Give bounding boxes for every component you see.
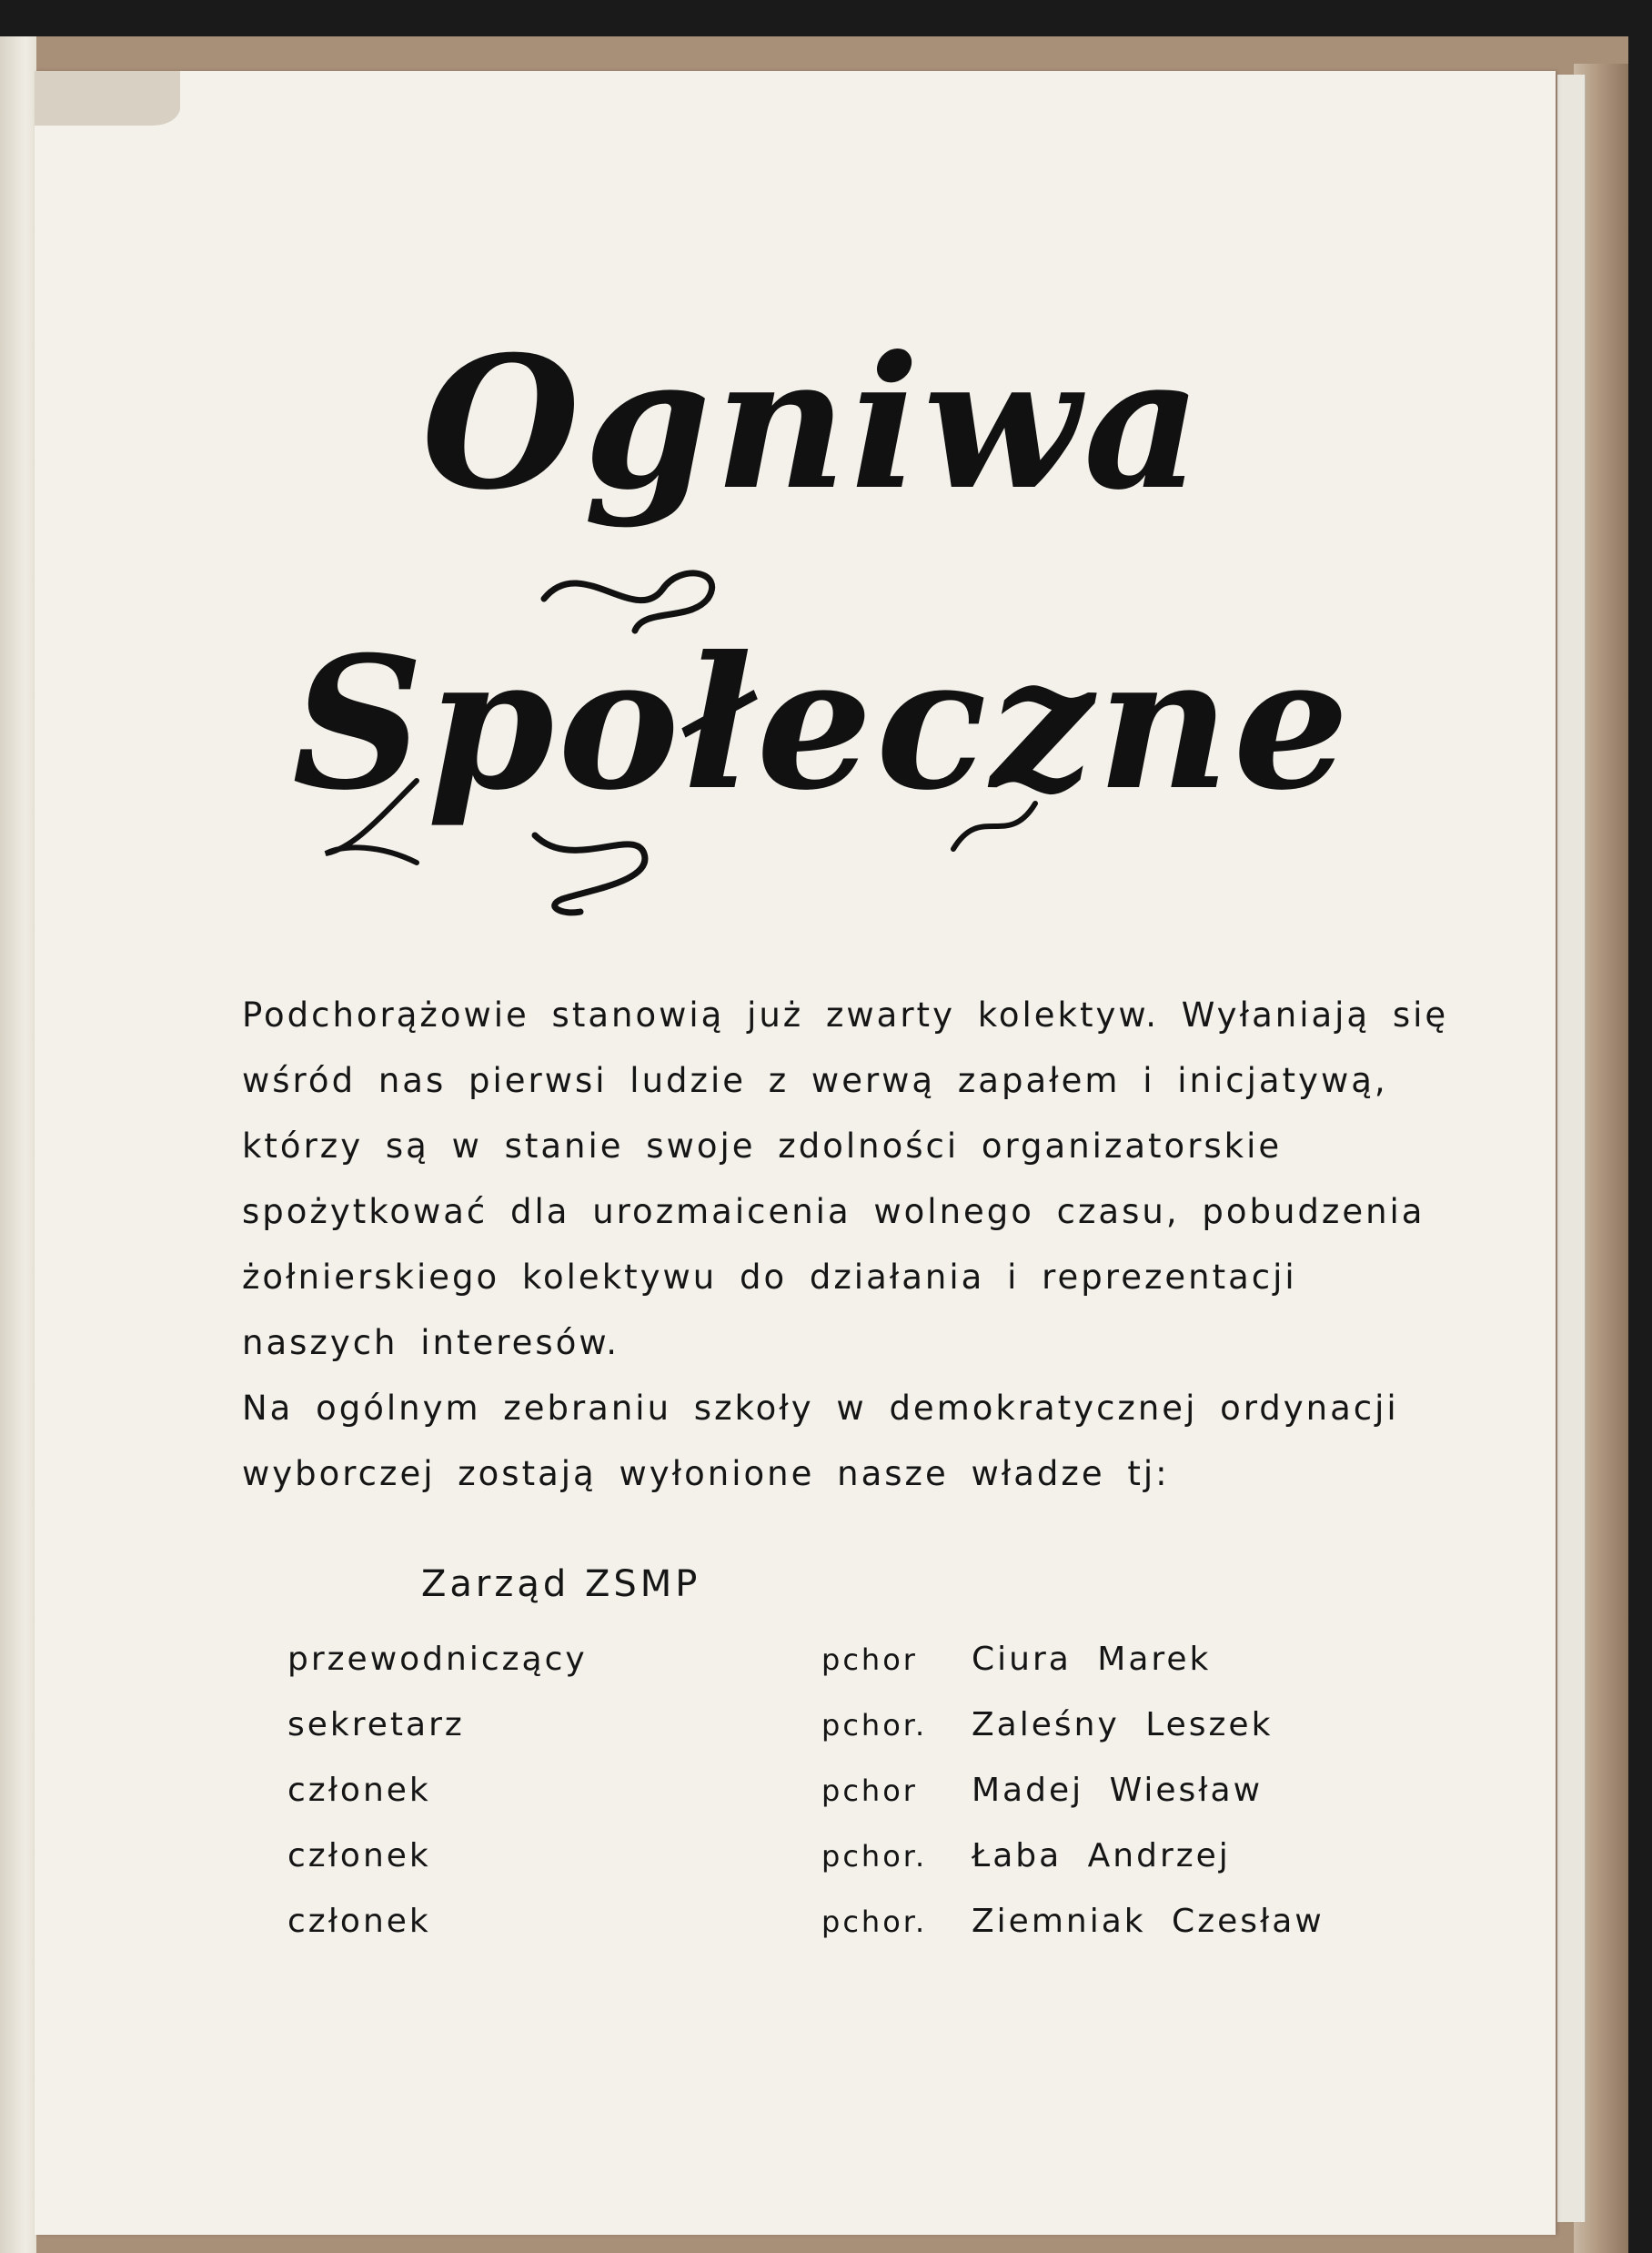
- member-rank: pchor.: [821, 1904, 928, 1939]
- body-line: naszych interesów.: [242, 1323, 620, 1362]
- title-flourish-3: [508, 817, 690, 917]
- member-rank: pchor: [821, 1773, 918, 1808]
- member-role: członek: [287, 1837, 431, 1874]
- member-name: Zaleśny Leszek: [972, 1706, 1274, 1743]
- title-flourish-1: [526, 544, 762, 635]
- page-edge: [1576, 75, 1586, 2222]
- member-role: sekretarz: [287, 1706, 465, 1743]
- torn-corner: [35, 71, 180, 126]
- member-name: Łaba Andrzej: [972, 1837, 1231, 1874]
- page-title-line-1: Ogniwa: [421, 317, 1205, 530]
- member-name: Ciura Marek: [972, 1641, 1212, 1678]
- album-page: [35, 71, 1556, 2235]
- member-name: Madej Wiesław: [972, 1772, 1264, 1809]
- body-line: Na ogólnym zebraniu szkoły w demokratycznej ordynacji: [242, 1389, 1399, 1428]
- member-rank: pchor.: [821, 1708, 928, 1743]
- member-role: członek: [287, 1903, 431, 1940]
- member-rank: pchor: [821, 1642, 918, 1677]
- board-row: [287, 1627, 1379, 1692]
- member-name: Ziemniak Czesław: [972, 1903, 1325, 1940]
- board-title: Zarząd ZSMP: [421, 1563, 701, 1605]
- body-paragraph: [242, 983, 1461, 1507]
- body-line: spożytkować dla urozmaicenia wolnego czasu, pobudzenia: [242, 1192, 1425, 1231]
- body-line: Podchorążowie stanowią już zwarty kolektyw. Wyłaniają się: [242, 995, 1449, 1035]
- board-row: [287, 1692, 1379, 1758]
- member-role: przewodniczący: [287, 1641, 588, 1678]
- page-title-line-2: Społeczne: [292, 617, 1353, 831]
- body-line: którzy są w stanie swoje zdolności organizatorskie: [242, 1126, 1283, 1166]
- board-row: [287, 1758, 1379, 1824]
- board-members-list: [287, 1627, 1379, 1955]
- title-flourish-2: [317, 763, 426, 881]
- title-flourish-4: [944, 785, 1053, 867]
- book-spine: [0, 36, 36, 2253]
- body-line: wśród nas pierwsi ludzie z werwą zapałem i inicjatywą,: [242, 1061, 1388, 1100]
- member-rank: pchor.: [821, 1839, 928, 1874]
- body-line: żołnierskiego kolektywu do działania i reprezentacji: [242, 1258, 1297, 1297]
- board-row: [287, 1824, 1379, 1889]
- board-row: [287, 1889, 1379, 1955]
- member-role: członek: [287, 1772, 431, 1809]
- body-line: wyborczej zostają wyłonione nasze władze tj:: [242, 1454, 1170, 1493]
